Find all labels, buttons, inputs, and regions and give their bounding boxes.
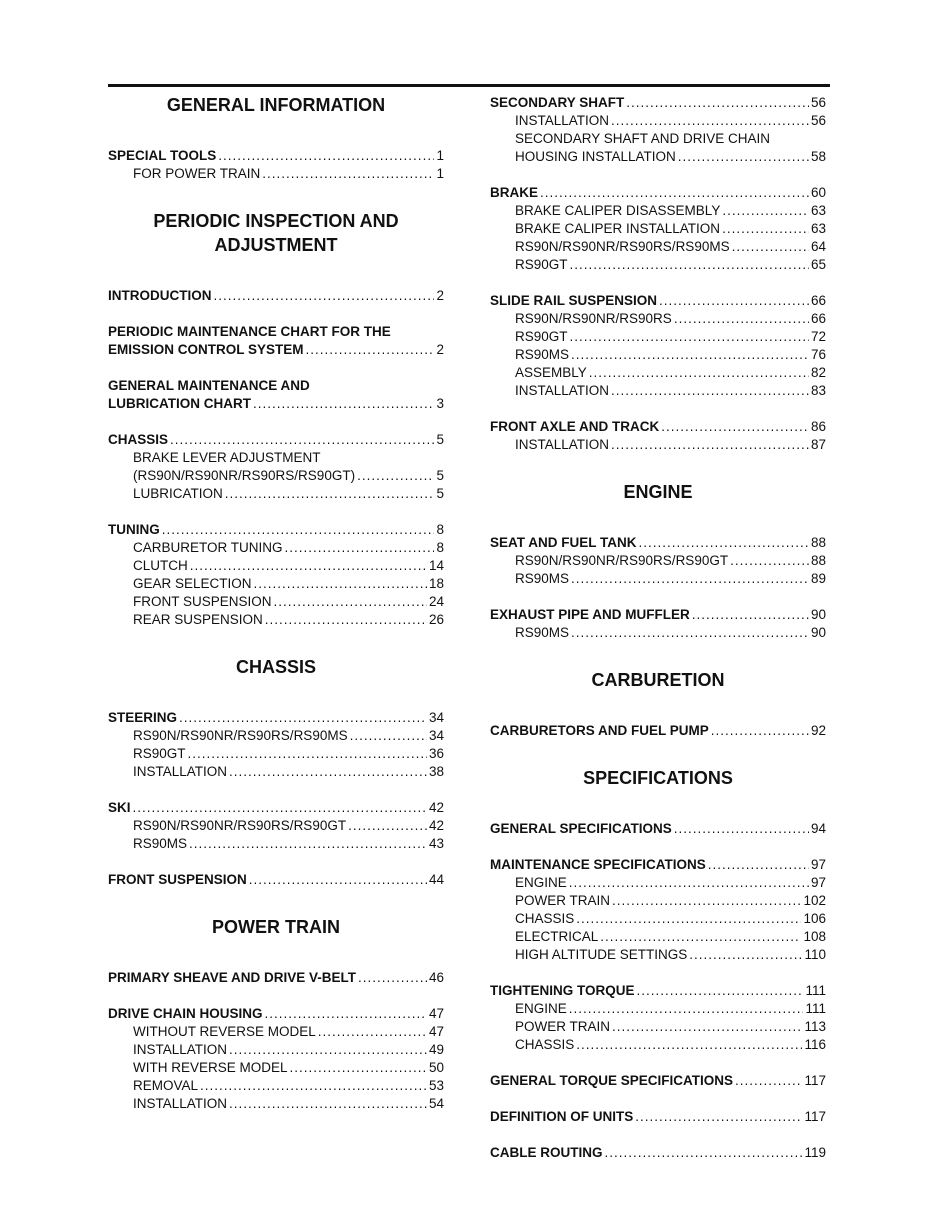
section-title-engine: ENGINE xyxy=(623,482,693,502)
toc-entry-front-suspension-tuning[interactable]: FRONT SUSPENSION ..... 24 xyxy=(108,593,444,611)
toc-entry-carburetors[interactable]: CARBURETORS AND FUEL PUMP ..... 92 xyxy=(490,722,826,740)
toc-entry-sr-rs90gt[interactable]: RS90GT ..... 72 xyxy=(490,328,826,346)
toc-entry-maintenance-specifications[interactable]: MAINTENANCE SPECIFICATIONS ..... 97 xyxy=(490,856,826,874)
toc-entry-primary-sheave[interactable]: PRIMARY SHEAVE AND DRIVE V-BELT ..... 46 xyxy=(108,969,444,987)
toc-entry-ms-high-altitude[interactable]: HIGH ALTITUDE SETTINGS ..... 110 xyxy=(490,946,826,964)
toc-entry-front-suspension[interactable]: FRONT SUSPENSION ..... 44 xyxy=(108,871,444,889)
toc-entry-tt-power-train[interactable]: POWER TRAIN ..... 113 xyxy=(490,1018,826,1036)
toc-entry-brake-disassembly[interactable]: BRAKE CALIPER DISASSEMBLY ..... 63 xyxy=(490,202,826,220)
toc-entry-steering-installation[interactable]: INSTALLATION ..... 38 xyxy=(108,763,444,781)
toc-left-column xyxy=(108,90,444,1113)
toc-entry-ms-electrical[interactable]: ELECTRICAL ..... 108 xyxy=(490,928,826,946)
toc-entry-tightening-torque[interactable]: TIGHTENING TORQUE ..... 111 xyxy=(490,982,826,1000)
toc-entry-without-reverse[interactable]: WITHOUT REVERSE MODEL ..... 47 xyxy=(108,1023,444,1041)
toc-entry-special-tools[interactable]: SPECIAL TOOLS ..... 1 xyxy=(108,147,444,165)
section-title-carburetion: CARBURETION xyxy=(591,670,725,690)
toc-entry-emission-control[interactable]: EMISSION CONTROL SYSTEM ..... 2 xyxy=(108,341,444,359)
toc-entry-sr-installation[interactable]: INSTALLATION ..... 83 xyxy=(490,382,826,400)
toc-entry-ski[interactable]: SKI ..... 42 xyxy=(108,799,444,817)
section-title-general-information: GENERAL INFORMATION xyxy=(166,95,386,115)
toc-entry-brake-rs90n[interactable]: RS90N/RS90NR/RS90RS/RS90MS ..... 64 xyxy=(490,238,826,256)
toc-entry-seat-fuel-tank[interactable]: SEAT AND FUEL TANK ..... 88 xyxy=(490,534,826,552)
toc-entry-fa-installation[interactable]: INSTALLATION ..... 87 xyxy=(490,436,826,454)
toc-entry-introduction[interactable]: INTRODUCTION ..... 2 xyxy=(108,287,444,305)
toc-line-general-maintenance: GENERAL MAINTENANCE AND xyxy=(108,378,310,393)
toc-entry-chassis[interactable]: CHASSIS ..... 5 xyxy=(108,431,444,449)
toc-entry-dch-installation-2[interactable]: INSTALLATION ..... 54 xyxy=(108,1095,444,1113)
toc-entry-sr-assembly[interactable]: ASSEMBLY ..... 82 xyxy=(490,364,826,382)
toc-entry-lubrication-chart[interactable]: LUBRICATION CHART ..... 3 xyxy=(108,395,444,413)
toc-entry-ss-installation[interactable]: INSTALLATION ..... 56 xyxy=(490,112,826,130)
toc-entry-gear-selection[interactable]: GEAR SELECTION ..... 18 xyxy=(108,575,444,593)
toc-entry-sr-rs90ms[interactable]: RS90MS ..... 76 xyxy=(490,346,826,364)
toc-entry-sr-rs90n[interactable]: RS90N/RS90NR/RS90RS ..... 66 xyxy=(490,310,826,328)
section-title-power-train: POWER TRAIN xyxy=(212,917,340,937)
section-title-periodic-1: PERIODIC INSPECTION AND xyxy=(153,211,399,231)
toc-entry-tt-engine[interactable]: ENGINE ..... 111 xyxy=(490,1000,826,1018)
toc-entry-front-axle[interactable]: FRONT AXLE AND TRACK ..... 86 xyxy=(490,418,826,436)
toc-entry-brake-lever-models[interactable]: (RS90N/RS90NR/RS90RS/RS90GT) ..... 5 xyxy=(108,467,444,485)
section-title-specifications: SPECIFICATIONS xyxy=(583,768,733,788)
toc-entry-drive-chain-housing[interactable]: DRIVE CHAIN HOUSING ..... 47 xyxy=(108,1005,444,1023)
toc-entry-removal[interactable]: REMOVAL ..... 53 xyxy=(108,1077,444,1095)
toc-entry-steering-rs90n[interactable]: RS90N/RS90NR/RS90RS/RS90MS ..... 34 xyxy=(108,727,444,745)
toc-entry-steering[interactable]: STEERING ..... 34 xyxy=(108,709,444,727)
toc-entry-ex-rs90ms[interactable]: RS90MS ..... 90 xyxy=(490,624,826,642)
toc-entry-steering-rs90gt[interactable]: RS90GT ..... 36 xyxy=(108,745,444,763)
toc-entry-rear-suspension[interactable]: REAR SUSPENSION ..... 26 xyxy=(108,611,444,629)
toc-right-column xyxy=(490,90,826,1162)
toc-entry-general-torque[interactable]: GENERAL TORQUE SPECIFICATIONS ..... 117 xyxy=(490,1072,826,1090)
toc-entry-dch-installation-1[interactable]: INSTALLATION ..... 49 xyxy=(108,1041,444,1059)
toc-entry-slide-rail[interactable]: SLIDE RAIL SUSPENSION ..... 66 xyxy=(490,292,826,310)
toc-entry-exhaust-pipe[interactable]: EXHAUST PIPE AND MUFFLER ..... 90 xyxy=(490,606,826,624)
toc-entry-clutch[interactable]: CLUTCH ..... 14 xyxy=(108,557,444,575)
toc-entry-cable-routing[interactable]: CABLE ROUTING ..... 119 xyxy=(490,1144,826,1162)
toc-entry-ms-engine[interactable]: ENGINE ..... 97 xyxy=(490,874,826,892)
toc-entry-brake-rs90gt[interactable]: RS90GT ..... 65 xyxy=(490,256,826,274)
toc-entry-general-specifications[interactable]: GENERAL SPECIFICATIONS ..... 94 xyxy=(490,820,826,838)
toc-entry-tt-chassis[interactable]: CHASSIS ..... 116 xyxy=(490,1036,826,1054)
section-title-periodic-2: ADJUSTMENT xyxy=(214,235,338,255)
top-rule xyxy=(108,84,830,87)
toc-entry-secondary-shaft[interactable]: SECONDARY SHAFT ..... 56 xyxy=(490,94,826,112)
toc-entry-with-reverse[interactable]: WITH REVERSE MODEL ..... 50 xyxy=(108,1059,444,1077)
toc-entry-ski-rs90ms[interactable]: RS90MS ..... 43 xyxy=(108,835,444,853)
toc-entry-sf-rs90n[interactable]: RS90N/RS90NR/RS90RS/RS90GT ..... 88 xyxy=(490,552,826,570)
toc-entry-sf-rs90ms[interactable]: RS90MS ..... 89 xyxy=(490,570,826,588)
toc-entry-lubrication[interactable]: LUBRICATION ..... 5 xyxy=(108,485,444,503)
toc-entry-tuning[interactable]: TUNING ..... 8 xyxy=(108,521,444,539)
toc-entry-for-power-train[interactable]: FOR POWER TRAIN ..... 1 xyxy=(108,165,444,183)
toc-entry-definition-units[interactable]: DEFINITION OF UNITS ..... 117 xyxy=(490,1108,826,1126)
toc-entry-ms-chassis[interactable]: CHASSIS ..... 106 xyxy=(490,910,826,928)
section-title-chassis: CHASSIS xyxy=(235,657,316,677)
toc-line-brake-lever: BRAKE LEVER ADJUSTMENT xyxy=(133,450,321,465)
toc-line-periodic-maintenance-chart: PERIODIC MAINTENANCE CHART FOR THE xyxy=(108,324,391,339)
toc-entry-brake[interactable]: BRAKE ..... 60 xyxy=(490,184,826,202)
toc-line-ss-housing: SECONDARY SHAFT AND DRIVE CHAIN xyxy=(515,131,771,146)
toc-entry-ms-power-train[interactable]: POWER TRAIN ..... 102 xyxy=(490,892,826,910)
toc-entry-brake-installation[interactable]: BRAKE CALIPER INSTALLATION ..... 63 xyxy=(490,220,826,238)
toc-entry-ski-rs90n[interactable]: RS90N/RS90NR/RS90RS/RS90GT ..... 42 xyxy=(108,817,444,835)
toc-entry-ss-housing-installation[interactable]: HOUSING INSTALLATION ..... 58 xyxy=(490,148,826,166)
toc-entry-carburetor-tuning[interactable]: CARBURETOR TUNING ..... 8 xyxy=(108,539,444,557)
